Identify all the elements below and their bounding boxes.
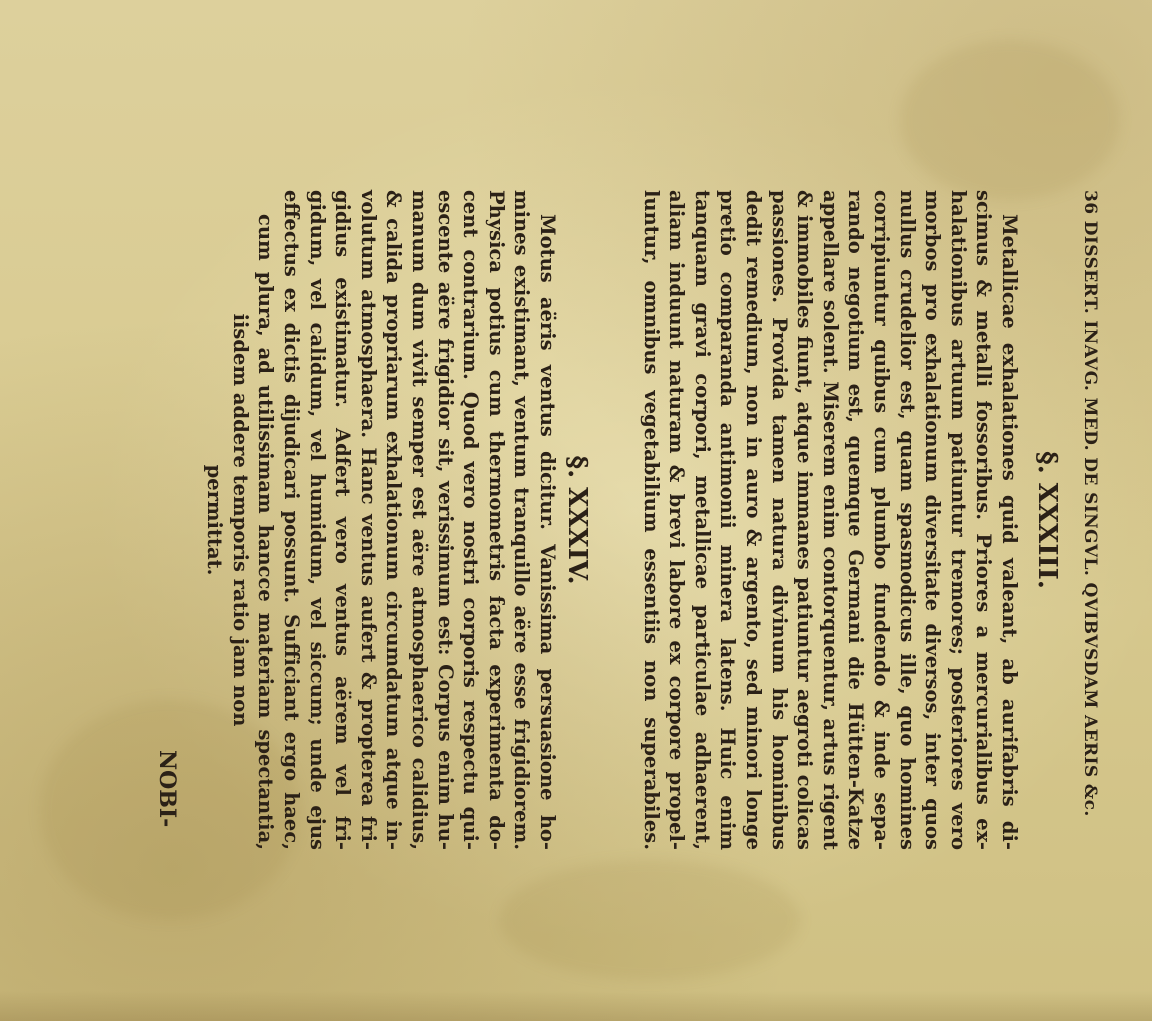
text-line: iisdem addere temporis ratio jam non: [228, 313, 252, 727]
text-line: rando negotium est, quemque Germani die Hütten-Katze: [844, 190, 868, 850]
paper-stain: [500, 860, 800, 980]
paper-stain: [900, 40, 1120, 200]
text-line: corripiuntur quibus cum plumbo fundendo & inde sepa-: [870, 190, 894, 850]
paragraph-metallic-exhalations: [638, 190, 1022, 850]
text-line: & calida propriarum exhalationum circumdatum atque in-: [382, 190, 406, 850]
text-line: scimus & metalli fossoribus. Priores a mercurialibus ex-: [972, 190, 996, 850]
text-line: volutum atmosphaera. Hanc ventus aufert & propterea fri-: [356, 190, 380, 850]
text-line: Metallicae exhalationes quid valeant, ab aurifabris di-: [998, 214, 1021, 850]
text-line: Physica potius cum thermometris facta experimenta do-: [484, 190, 508, 850]
text-line: passiones. Provida tamen natura divinum his hominibus: [767, 190, 791, 850]
text-line: pretio comparanda antimonii minera latens. Huic enim: [716, 190, 740, 850]
text-line: manum dum vivit semper est aëre atmosphaerico calidius,: [408, 190, 432, 850]
text-line: & immobiles fiunt, atque immanes patiuntur aegroti colicas: [793, 190, 817, 850]
rotated-page-content: [100, 190, 1100, 850]
text-line: appellare solent. Miserem enim contorquentur, artus rigent: [818, 190, 842, 850]
text-line: cent contrarium. Quod vero nostri corporis respectu qui-: [459, 190, 483, 850]
text-line: nullus crudelior est, quam spasmodicus ille, quo homines: [895, 190, 919, 850]
text-line: gidius existimatur. Adfert vero ventus aërem vel fri-: [331, 190, 355, 850]
section-heading-33: §. XXXIII.: [1032, 451, 1062, 589]
text-line: tanquam gravi corpori, metallicae particulae adhaerent,: [690, 190, 714, 850]
catchword: NOBI-: [154, 750, 180, 828]
text-line: halationibus artuum patiuntur tremores; posteriores vero: [946, 190, 970, 850]
text-line: dedit remedium, non in auro & argento, sed minori longe: [742, 190, 766, 850]
text-line: mines existimant, ventum tranquillo aëre esse frigidiorem.: [510, 190, 534, 850]
text-line: gidum, vel calidum, vel humidum, vel siccum; unde ejus: [305, 190, 329, 850]
running-head: 36 DISSERT. INAVG. MED. DE SINGVL. QVIBVSDAM AERIS &c.: [1080, 190, 1100, 817]
page-bottom-shadow: [0, 991, 1152, 1021]
text-line: cum plura, ad utilissimam hancce materiam spectantia,: [254, 214, 278, 850]
text-line: morbos pro exhalationum diversitate diversos, inter quos: [921, 190, 945, 850]
text-line: permittat.: [203, 464, 227, 576]
text-line: aliam induunt naturam & brevi labore ex corpore propel-: [665, 190, 689, 850]
text-line: luntur, omnibus vegetabilium essentiis non superabiles.: [639, 190, 663, 850]
text-line: escente aëre frigidior sit, verissimum est: Corpus enim hu-: [433, 190, 457, 850]
section-heading-34: §. XXXIV.: [562, 455, 592, 585]
text-line: effectus ex dictis dijudicari possunt. Sufficiant ergo haec,: [280, 190, 304, 850]
paragraph-wind: [202, 190, 560, 850]
text-line: Motus aëris ventus dicitur. Vanissima persuasione ho-: [536, 214, 559, 850]
